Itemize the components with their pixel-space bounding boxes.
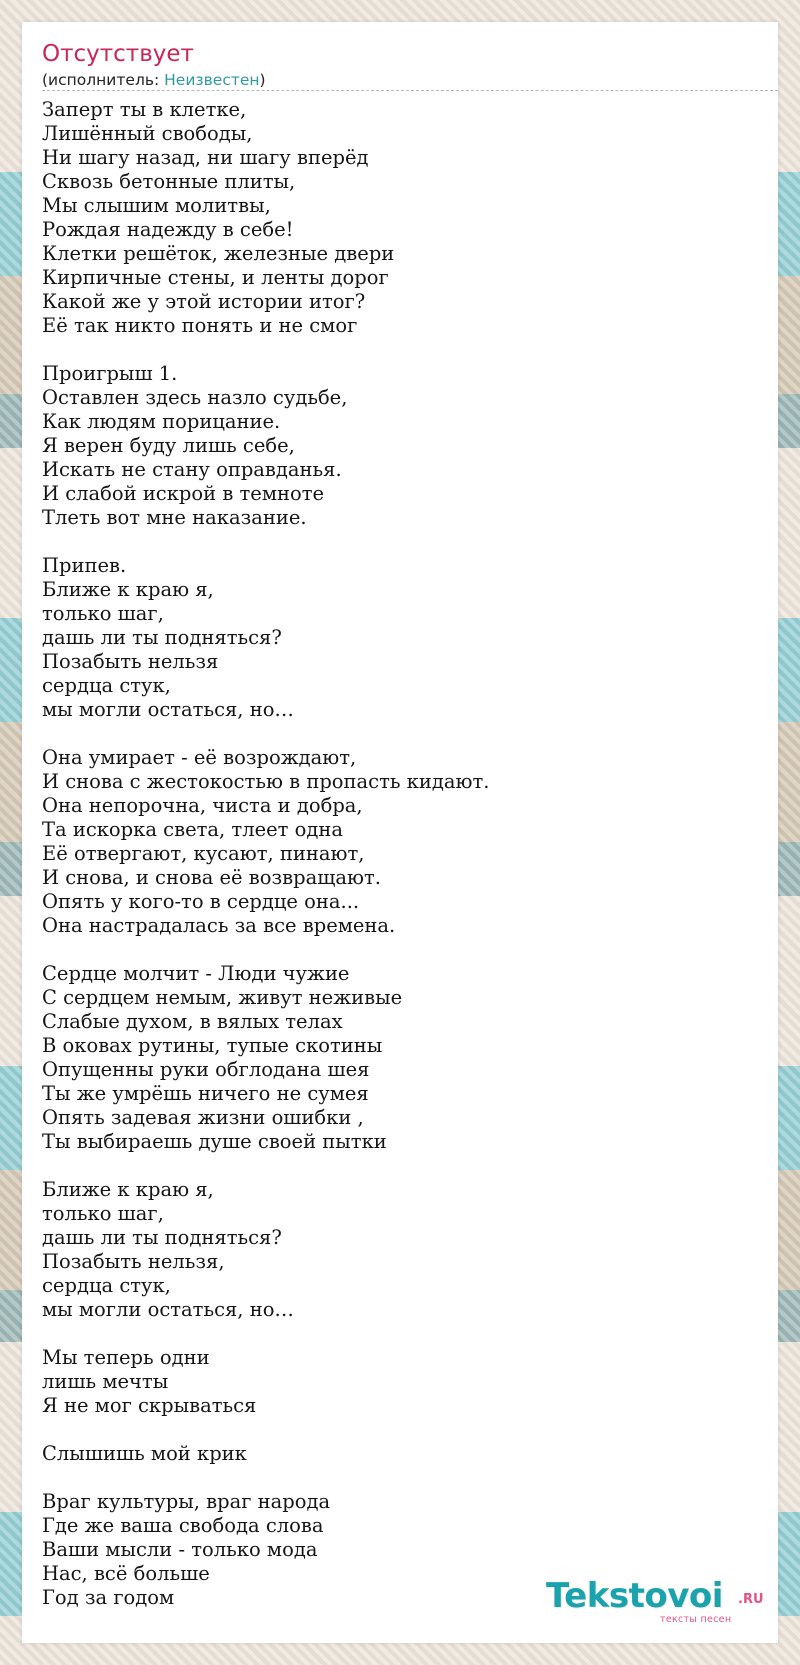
artist-suffix: ): [259, 71, 266, 89]
artist-prefix: (исполнитель:: [42, 71, 165, 89]
site-logo[interactable]: [546, 1576, 776, 1626]
logo-wordmark: Tekstovoi: [546, 1576, 723, 1616]
logo-domain-suffix: .RU: [738, 1592, 764, 1607]
artist-link[interactable]: Неизвестен: [164, 71, 260, 89]
lyrics-text: Заперт ты в клетке, Лишённый свободы, Ни шагу назад, ни шагу вперёд Сквозь бетонные плиты, Мы слышим молитвы, Рождая надежду в себе! Клетки решёток, железные двери Кирпичные стены, и ленты дорог Какой же у этой истории итог? Её так никто понять и не смог Проигрыш 1. Оставлен здесь назло судьбе, Как людям порицание. Я верен буду лишь себе, Искать не стану оправданья. И слабой искрой в темноте Тлеть вот мне наказание. Припев. Ближе к краю я, только шаг, дашь ли ты подняться? Позабыть нельзя сердца стук, мы могли остаться, но… Она умирает - её возрождают, И снова с жестокостью в пропасть кидают. Она непорочна, чиста и добра, Та искорка света, тлеет одна Её отвергают, кусают, пинают, И снова, и снова её возвращают. Опять у кого-то в сердце она... Она настрадалась за все времена. Сердце молчит - Люди чужие С сердцем немым, живут неживые Слабые духом, в вялых телах В оковах рутины, тупые скотины Опущенны руки обглодана шея Ты же умрёшь ничего не сумея Опять задевая жизни ошибки , Ты выбираешь душе своей пытки Ближе к краю я, только шаг, дашь ли ты подняться? Позабыть нельзя, сердца стук, мы могли остаться, но… Мы теперь одни лишь мечты Я не мог скрываться Слышишь мой крик Враг культуры, враг народа Где же ваша свобода слова Ваши мысли - только мода Нас, всё больше Год за годом: [42, 98, 490, 1609]
artist-line: [42, 71, 266, 89]
logo-tagline: тексты песен: [660, 1614, 732, 1625]
lyrics-card: [22, 22, 778, 1643]
song-title: Отсутствует: [42, 41, 194, 67]
title-divider: [42, 90, 778, 91]
